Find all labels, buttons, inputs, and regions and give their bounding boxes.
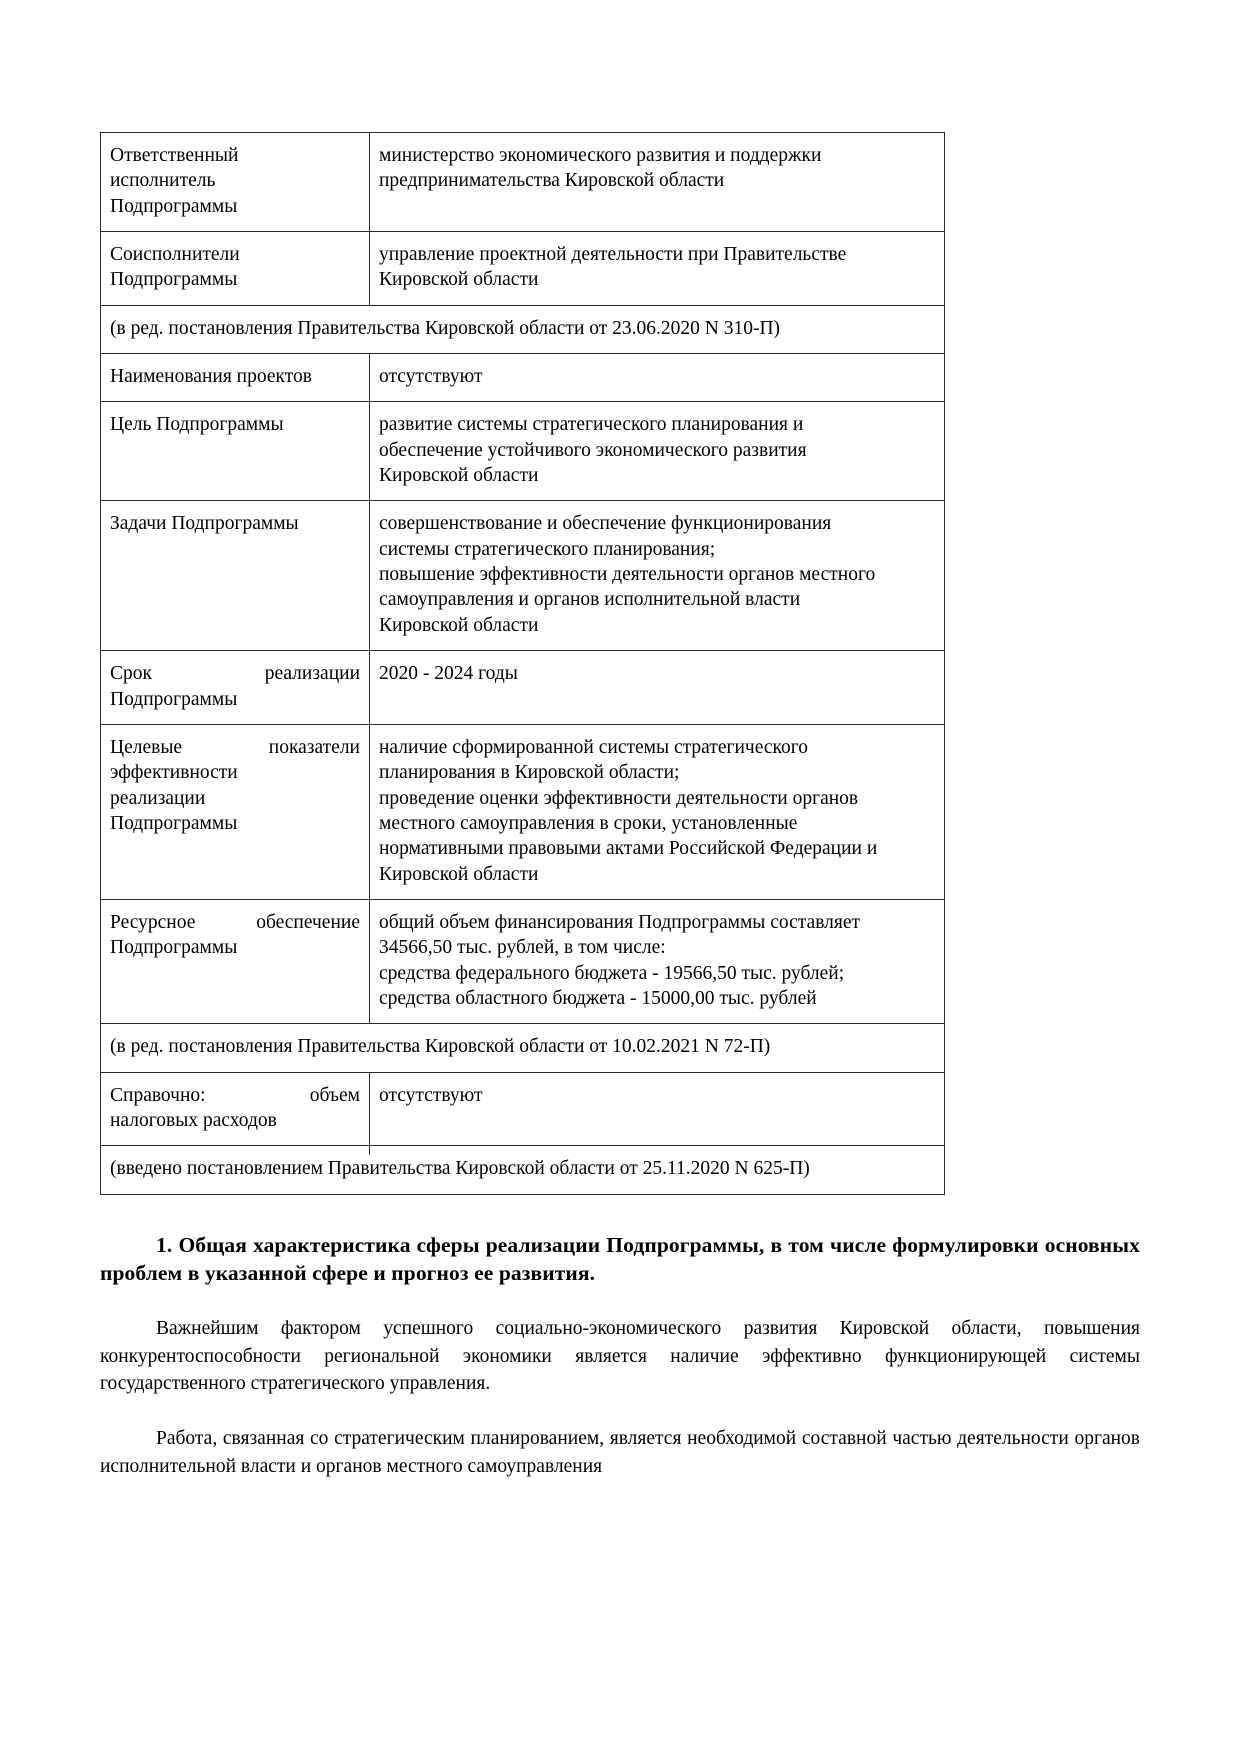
row-value-responsible-executor [370, 133, 945, 232]
section-heading-1: 1. Общая характеристика сферы реализации Подпрограммы, в том числе формулировки основных проблем в указанной сфере и прогноз ее развития. [100, 1232, 1140, 1286]
row-value-resources [370, 899, 945, 1023]
table-row [101, 354, 945, 402]
table-row [101, 724, 945, 899]
label-line: Целевые показатели [110, 736, 360, 758]
table-row [101, 1146, 945, 1194]
value-line: Кировской области [379, 614, 539, 636]
table-row [101, 305, 945, 353]
row-label-co-executors [101, 232, 370, 306]
table-row [101, 232, 945, 306]
row-value-target-indicators [370, 724, 945, 899]
value-line: самоуправления и органов исполнительной власти [379, 589, 801, 611]
row-label-tax-expenses [101, 1072, 370, 1146]
passport-table-body [101, 133, 945, 1195]
label-line: Подпрограммы [110, 195, 238, 217]
row-value-tax-expenses [370, 1072, 945, 1146]
value-line: управление проектной деятельности при Правительстве [379, 244, 847, 266]
table-row [101, 133, 945, 232]
label-line: Подпрограммы [110, 812, 238, 834]
amendment-note-72p: (в ред. постановления Правительства Кировской области от 10.02.2021 N 72-П) [101, 1024, 945, 1072]
value-line: общий объем финансирования Подпрограммы составляет [379, 911, 861, 933]
value-line: средства федерального бюджета - 19566,50 тыс. рублей; [379, 962, 845, 984]
value-line: развитие системы стратегического планирования и [379, 414, 804, 436]
row-label-goal [101, 402, 370, 501]
label-line: Задачи Подпрограммы [110, 513, 299, 535]
label-line: Подпрограммы [110, 688, 238, 710]
label-line: Справочно: объем [110, 1084, 360, 1106]
row-label-resources [101, 899, 370, 1023]
label-line: налоговых расходов [110, 1109, 277, 1131]
label-line: эффективности [110, 762, 238, 784]
row-value-term [370, 651, 945, 725]
value-line: совершенствование и обеспечение функционирования [379, 513, 832, 535]
value-line: 2020 - 2024 годы [379, 663, 518, 685]
label-line: Ресурсное обеспечение [110, 911, 360, 933]
value-line: системы стратегического планирования; [379, 538, 716, 560]
table-row [101, 899, 945, 1023]
table-row [101, 402, 945, 501]
table-row [101, 651, 945, 725]
value-line: министерство экономического развития и поддержки [379, 145, 822, 166]
table-row [101, 1072, 945, 1146]
amendment-note-310p: (в ред. постановления Правительства Кировской области от 23.06.2020 N 310-П) [101, 305, 945, 353]
value-line: предпринимательства Кировской области [379, 170, 725, 192]
row-label-tasks [101, 501, 370, 651]
label-line: исполнитель [110, 170, 216, 192]
label-line: Наименования проектов [110, 366, 312, 388]
label-line: Цель Подпрограммы [110, 414, 284, 436]
body-paragraph-2: Работа, связанная со стратегическим планированием, является необходимой составной частью деятельности органов исполнительной власти и органов местного самоуправления [100, 1427, 1140, 1477]
label-line: Подпрограммы [110, 269, 238, 291]
value-line: 34566,50 тыс. рублей, в том числе: [379, 937, 666, 959]
value-line: нормативными правовыми актами Российской Федерации и [379, 838, 878, 860]
value-line: наличие сформированной системы стратегического [379, 736, 809, 758]
row-value-tasks [370, 501, 945, 651]
value-line: местного самоуправления в сроки, установленные [379, 812, 798, 834]
subprogram-passport-table [100, 132, 945, 1195]
value-line: проведение оценки эффективности деятельности органов [379, 787, 859, 809]
label-line: Подпрограммы [110, 937, 238, 959]
value-line: планирования в Кировской области; [379, 762, 680, 784]
label-line: Срок реализации [110, 663, 360, 685]
row-value-goal [370, 402, 945, 501]
row-label-term [101, 651, 370, 725]
value-line: повышение эффективности деятельности органов местного [379, 564, 876, 586]
value-line: отсутствуют [379, 1084, 483, 1106]
row-label-target-indicators [101, 724, 370, 899]
row-label-project-names [101, 354, 370, 402]
label-line: Ответственный [110, 145, 239, 166]
value-line: Кировской области [379, 269, 539, 291]
label-line: реализации [110, 787, 206, 809]
value-line: Кировской области [379, 863, 539, 885]
row-label-responsible-executor [101, 133, 370, 232]
value-line: отсутствуют [379, 366, 483, 388]
table-row [101, 1024, 945, 1072]
value-line: обеспечение устойчивого экономического развития [379, 439, 807, 461]
row-value-co-executors [370, 232, 945, 306]
label-line: Соисполнители [110, 244, 240, 266]
table-row [101, 501, 945, 651]
value-line: средства областного бюджета - 15000,00 тыс. рублей [379, 987, 817, 1009]
introduction-note-625p: (введено постановлением Правительства Кировской области от 25.11.2020 N 625-П) [101, 1146, 945, 1194]
body-paragraph-1: Важнейшим фактором успешного социально-экономического развития Кировской области, повышения конкурентоспособности региональной экономики является наличие эффективно функционирующей системы государственного стратегического управления. [100, 1317, 1140, 1395]
value-line: Кировской области [379, 465, 539, 487]
row-value-project-names [370, 354, 945, 402]
